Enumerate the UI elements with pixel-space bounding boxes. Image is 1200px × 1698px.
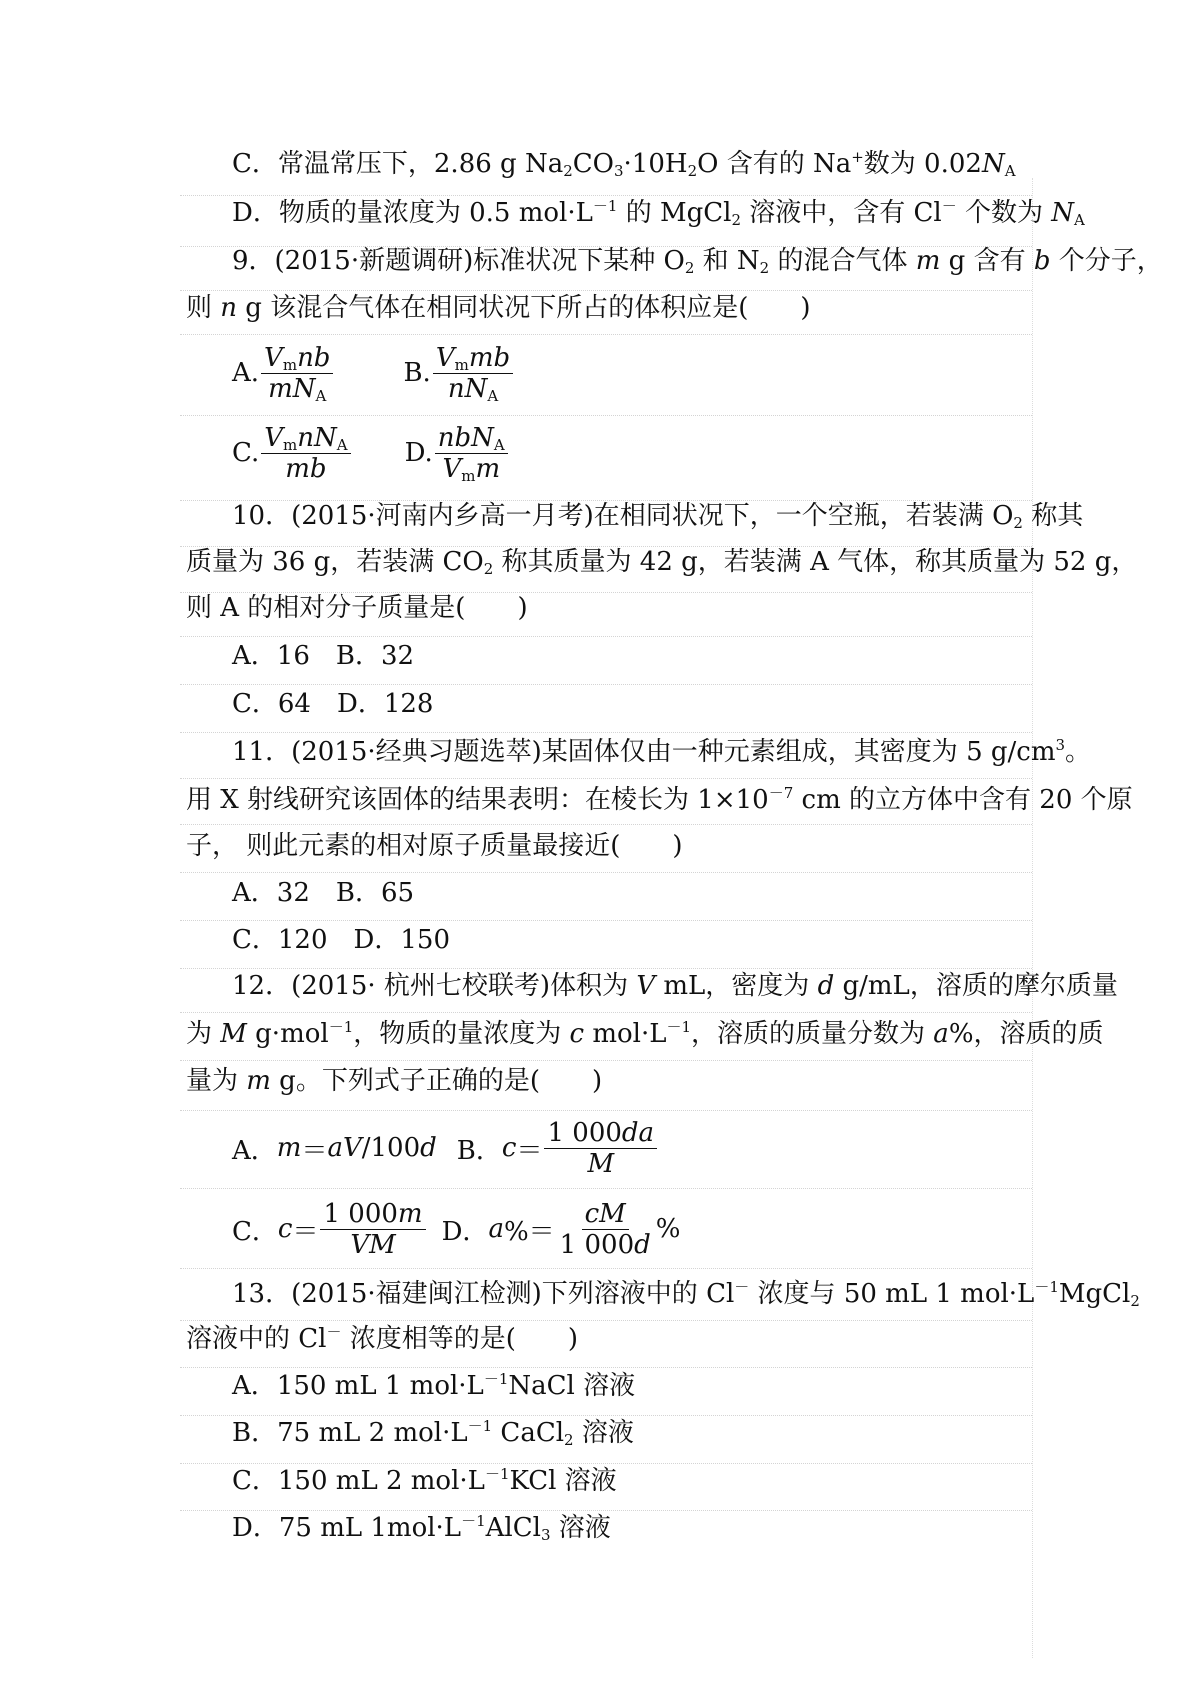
q12-options-ab [232, 1115, 659, 1181]
q12-stem-line2: 为 M g·mol$^{-1}$，物质的量浓度为 c $mol\cdot L^{-1}$，溶质的质量分数为 a%，溶质的质 [186, 1018, 1104, 1049]
rule-line [180, 920, 1032, 921]
q13-stem-line2: 溶液中的 Cl－ 浓度相等的是( ) [186, 1323, 579, 1354]
q9-fraction-b: $\frac{V_mmb}{nN_A}$ [433, 343, 513, 404]
q13-option-a: A．150 mL 1 $mol\cdot L^{-1}NaCl$ 溶液 [232, 1370, 636, 1401]
q9-fraction-d: $\frac{nbN_A}{V_mm}$ [435, 423, 508, 484]
q11-stem-line2: 用 X 射线研究该固体的结果表明：在棱长为 $1\times 10^{-7}$ cm 的立方体中含有 20 个原 [186, 784, 1133, 815]
q13-option-c: C．150 mL 2 $mol\cdot L^{-1}KCl$ 溶液 [232, 1465, 617, 1496]
rule-line [180, 415, 1032, 416]
q12-fraction-d: $\frac{cM}{1 000d}$ [559, 1198, 651, 1260]
rule-line [180, 1463, 1032, 1464]
q10-options-ab: A．16 B．32 [232, 641, 415, 671]
rule-line [180, 1415, 1032, 1416]
rule-line [180, 1510, 1032, 1511]
rule-line [180, 290, 1032, 291]
rule-line [180, 684, 1032, 685]
rule-line [180, 968, 1032, 969]
rule-line [180, 1110, 1032, 1111]
q12-stem-line3: 量为 m g。下列式子正确的是( ) [186, 1066, 603, 1096]
q13-option-d: D．75 mL $1mol\cdot L^{-1}AlCl_3$ 溶液 [232, 1512, 611, 1544]
q12-fraction-c: $\frac{1 000m}{VM}$ [320, 1199, 425, 1260]
rule-line [180, 732, 1032, 733]
rule-line [180, 1012, 1032, 1013]
rule-line [180, 1268, 1032, 1269]
rule-line [180, 1320, 1032, 1321]
q8-option-c: C．常温常压下，2.86 g $Na_2CO_3\cdot 10H_2O$ 含有的 Na+数为 $0.02N_A$ [232, 148, 1016, 180]
q9-fraction-a: $\frac{V_mnb}{mN_A}$ [261, 343, 333, 404]
q12-option-d: D． a %＝ $\frac{cM}{1 000d}$ % [441, 1198, 681, 1260]
q10-options-cd: C．64 D．128 [232, 689, 434, 719]
q9-options-cd [232, 420, 510, 486]
rule-line [180, 1188, 1032, 1189]
q12-options-cd [232, 1196, 680, 1262]
rule-line [180, 778, 1032, 779]
rule-line [180, 334, 1032, 335]
q9-stem-line1: 9．(2015·新题调研)标准状况下某种 $O_2$ 和 $N_2$ 的混合气体 m g 含有 b 个分子， [232, 246, 1163, 277]
rule-line [180, 872, 1032, 873]
q9-fraction-c: $\frac{V_mnN_A}{mb}$ [261, 423, 350, 484]
rule-line [180, 636, 1032, 637]
q13-stem-line1: 13．(2015·福建闽江检测)下列溶液中的 Cl－ 浓度与 50 mL 1 $mol\cdot L^{-1}MgCl_2$ [232, 1278, 1140, 1310]
q12-option-a: A． m ＝ aV /100 d [232, 1133, 437, 1166]
q10-stem-line3: 则 A 的相对分子质量是( ) [186, 593, 528, 623]
q11-stem-line1: 11．(2015·经典习题选萃)某固体仅由一种元素组成，其密度为 5 $g/cm^3$。 [232, 736, 1092, 767]
q12-option-c: C． c ＝ $\frac{1 000m}{VM}$ [232, 1199, 428, 1260]
q9-option-d: D. $\frac{nbN_A}{V_mm}$ [405, 423, 510, 484]
q12-stem-line1: 12．(2015· 杭州七校联考)体积为 V mL，密度为 d g/mL，溶质的摩尔质量 [232, 971, 1118, 1001]
q12-fraction-b: $\frac{1 000da}{M}$ [544, 1118, 657, 1179]
rule-line [180, 1060, 1032, 1061]
q9-options-ab [232, 340, 515, 406]
q11-stem-line3: 子， 则此元素的相对原子质量最接近( ) [186, 831, 683, 861]
q10-stem-line2: 质量为 36 g，若装满 $CO_2$ 称其质量为 42 g，若装满 A 气体，称其质量为 52 g， [186, 547, 1138, 578]
q9-option-c: C. $\frac{V_mnN_A}{mb}$ [232, 423, 353, 484]
q11-options-ab: A．32 B．65 [232, 878, 415, 908]
rule-line [180, 195, 1032, 196]
q10-stem-line1: 10．(2015·河南内乡高一月考)在相同状况下，一个空瓶，若装满 $O_2$ 称其 [232, 501, 1084, 532]
q12-option-b: B． c ＝ $\frac{1 000da}{M}$ [457, 1118, 659, 1179]
q13-option-b: B．75 mL 2 $mol\cdot L^{-1}$ CaCl$_2$ 溶液 [232, 1417, 634, 1449]
rule-line [180, 824, 1032, 825]
q11-options-cd: C．120 D．150 [232, 925, 450, 955]
rule-line [180, 1367, 1032, 1368]
q8-option-d: D．物质的量浓度为 0.5 $mol\cdot L^{-1}$ 的 MgCl$_2$ 溶液中，含有 Cl－ 个数为 $N_A$ [232, 197, 1085, 229]
q9-option-b: B. $\frac{V_mmb}{nN_A}$ [403, 343, 515, 404]
q9-option-a: A. $\frac{V_mnb}{mN_A}$ [232, 343, 335, 404]
page-margin-line [1032, 178, 1033, 1658]
q9-stem-line2: 则 n g 该混合气体在相同状况下所占的体积应是( ) [186, 293, 811, 323]
